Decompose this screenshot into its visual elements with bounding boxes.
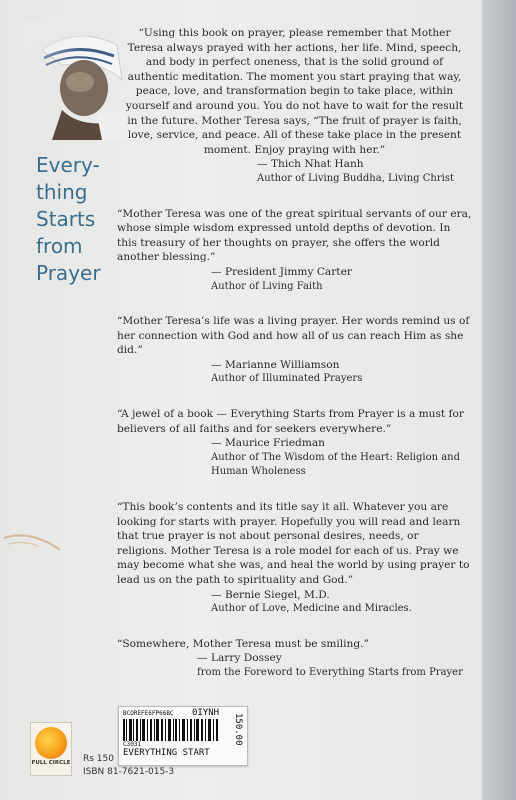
title-line: from xyxy=(36,234,83,258)
book-title xyxy=(36,152,126,287)
sticker-number: C3031 xyxy=(123,741,142,748)
endorsement xyxy=(117,500,472,617)
barcode-icon xyxy=(123,719,219,741)
quote-text: “Somewhere, Mother Teresa must be smiling.” xyxy=(117,637,369,650)
endorsements xyxy=(117,26,472,701)
quote-text: “This book’s contents and its title say it all. Whatever you are looking for starts with prayer. Hopefully you will read and learn that true prayer is not about personal desires, needs, or religions. Mother Teresa is a role model for each of us. Pray we may become what she was, and heal the world by using prayer to lead us on the path to spirituality and God.” xyxy=(117,501,470,586)
endorsement xyxy=(117,637,472,681)
author-credit: from the Foreword to Everything Starts from Prayer xyxy=(197,666,463,678)
attribution xyxy=(211,588,472,617)
barcode-sticker xyxy=(118,706,248,766)
paper-stain xyxy=(2,528,62,554)
sticker-title: EVERYTHING START xyxy=(123,748,210,758)
quote-text: “Mother Teresa’s life was a living prayer. Her words remind us of her connection with God and how all of us can reach Him as she did.” xyxy=(117,315,470,357)
attribution xyxy=(257,157,472,186)
attribution xyxy=(211,265,472,294)
quote-text: “Mother Teresa was one of the great spiritual servants of our era, whose simple wisdom expressed untold depths of devotion. In this treasury of her thoughts on prayer, she offers the world another blessing.” xyxy=(117,207,472,264)
sticker-price: 150.00 xyxy=(233,713,243,746)
quote-text: “A jewel of a book — Everything Starts from Prayer is a must for believers of all faiths and for seekers everywhere.” xyxy=(117,408,464,435)
title-line: Starts xyxy=(36,207,96,231)
attribution xyxy=(211,436,472,480)
endorsement xyxy=(117,26,472,187)
publisher-name: FULL CIRCLE xyxy=(31,760,71,766)
title-line: Every- xyxy=(36,153,100,177)
sticker-code: BCOREFE6FP66BC xyxy=(123,710,174,717)
author-credit: Author of Living Buddha, Living Christ xyxy=(257,172,454,184)
quote-author: — Thich Nhat Hanh xyxy=(257,158,364,171)
sticker-code-2: 0IYNH xyxy=(192,708,220,718)
title-line: thing xyxy=(36,180,88,204)
quote-author: — Maurice Friedman xyxy=(211,437,326,450)
price-label: Rs 150 xyxy=(83,754,114,764)
quote-author: — Bernie Siegel, M.D. xyxy=(211,588,330,601)
title-line: Prayer xyxy=(36,261,101,285)
sun-icon xyxy=(35,727,67,759)
quote-author: — President Jimmy Carter xyxy=(211,265,352,278)
endorsement xyxy=(117,314,472,387)
attribution xyxy=(197,651,472,680)
endorsement xyxy=(117,207,472,295)
attribution xyxy=(211,358,472,387)
author-credit: Author of Love, Medicine and Miracles. xyxy=(211,603,412,615)
author-credit: Author of Illuminated Prayers xyxy=(211,373,363,385)
mother-teresa-photo xyxy=(22,20,132,140)
endorsement xyxy=(117,407,472,480)
author-credit: Author of The Wisdom of the Heart: Religion and Human Wholeness xyxy=(211,451,461,478)
quote-text: “Using this book on prayer, please remember that Mother Teresa always prayed with her actions, her life. Mind, speech, and body in perfect oneness, that is the solid ground of authentic meditation. The moment you start praying that way, peace, love, and transformation begin to take place, within yourself and around you. You do not have to wait for the result in the future. Mother Teresa says, “The fruit of prayer is faith, love, service, and peace. All of these take place in the present moment. Enjoy praying with her.” xyxy=(125,27,464,156)
author-credit: Author of Living Faith xyxy=(211,280,323,292)
book-edge xyxy=(482,0,516,800)
isbn-label: ISBN 81-7621-015-3 xyxy=(83,767,175,777)
quote-author: — Larry Dossey xyxy=(197,652,282,665)
publisher-logo xyxy=(30,722,72,776)
quote-author: — Marianne Williamson xyxy=(211,358,340,371)
